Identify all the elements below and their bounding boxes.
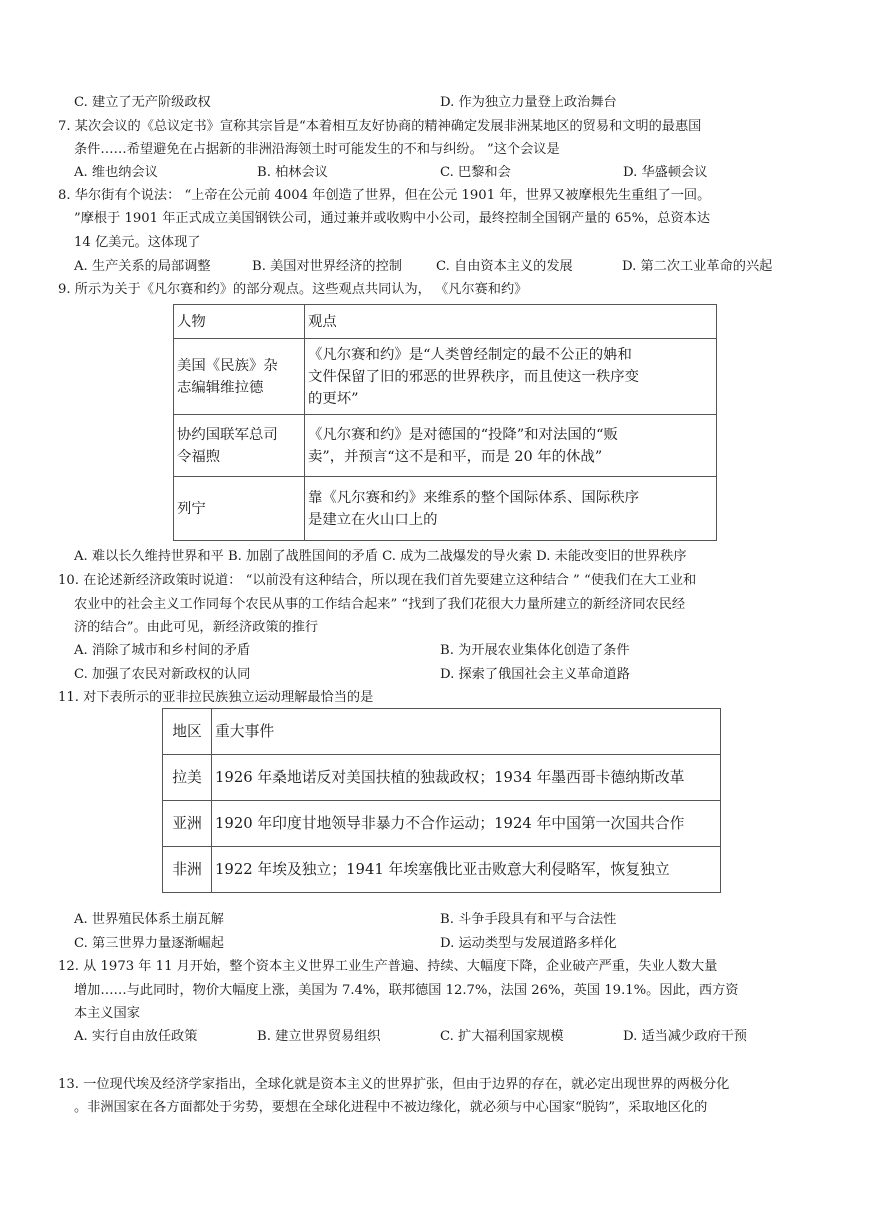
view-line: 是建立在火山口上的	[308, 511, 438, 528]
q7-option-d[interactable]: D. 华盛顿会议	[623, 165, 708, 180]
q8-option-b[interactable]: B. 美国对世界经济的控制	[252, 259, 402, 274]
table-header-region: 地区	[163, 709, 212, 755]
person-cell	[174, 477, 305, 541]
person-line: 列宁	[177, 500, 206, 517]
q10-stem-line3: 济的结合”。由此可见，新经济政策的推行	[74, 620, 319, 635]
q6-option-d[interactable]: D. 作为独立力量登上政治舞台	[440, 95, 617, 110]
q10-stem-line2: 农业中的社会主义工作同每个农民从事的工作结合起来” “找到了我们花很大力量所建立的新经济同农民经	[74, 597, 686, 612]
events-cell: 1922 年埃及独立；1941 年埃塞俄比亚击败意大利侵略军，恢复独立	[212, 847, 721, 893]
q9-viewpoints-table	[173, 304, 717, 541]
q10-option-b[interactable]: B. 为开展农业集体化创造了条件	[440, 643, 630, 658]
q11-stem-line1: 11. 对下表所示的亚非拉民族独立运动理解最恰当的是	[58, 690, 374, 705]
table-row	[163, 801, 721, 847]
q9-options-line[interactable]: A. 难以长久维持世界和平 B. 加剧了战胜国间的矛盾 C. 成为二战爆发的导火索 D. 未能改变旧的世界秩序	[74, 549, 687, 564]
q8-option-d[interactable]: D. 第二次工业革命的兴起	[622, 259, 773, 274]
table-header-person: 人物	[174, 305, 305, 339]
q10-option-a[interactable]: A. 消除了城市和乡村间的矛盾	[74, 643, 251, 658]
view-line: 《凡尔赛和约》是“人类曾经制定的最不公正的姌和	[308, 346, 632, 363]
q11-option-d[interactable]: D. 运动类型与发展道路多样化	[440, 936, 617, 951]
person-line: 美国《民族》杂	[177, 357, 278, 374]
q7-option-b[interactable]: B. 柏林会议	[257, 165, 328, 180]
table-header-row	[174, 305, 717, 339]
q12-stem-line2: 增加……与此同时，物价大幅度上涨，美国为 7.4%，联邦德国 12.7%，法国 26%，英国 19.1%。因此，西方资	[74, 983, 739, 998]
q11-option-a[interactable]: A. 世界殖民体系土崩瓦解	[74, 912, 224, 927]
q13-stem-line1: 13. 一位现代埃及经济学家指出，全球化就是资本主义的世界扩张，但由于边界的存在，就必定出现世界的两极分化	[58, 1077, 730, 1092]
q7-stem-line1: 7. 某次会议的《总议定书》宣称其宗旨是“本着相互友好协商的精神确定发展非洲某地区的贸易和文明的最惠国	[58, 119, 702, 134]
table-header-view: 观点	[305, 305, 717, 339]
table-row	[174, 339, 717, 415]
q11-option-c[interactable]: C. 第三世界力量逐渐崛起	[74, 936, 224, 951]
view-line: 《凡尔赛和约》是对德国的“投降”和对法国的“贩	[308, 426, 618, 443]
person-line: 令福煦	[177, 448, 221, 465]
view-line: 文件保留了旧的邪恶的世界秩序，而且使这一秩序变	[308, 368, 639, 385]
q12-option-d[interactable]: D. 适当减少政府干预	[623, 1029, 747, 1044]
q8-stem-line1: 8. 华尔街有个说法： “上帝在公元前 4004 年创造了世界，但在公元 1901 年，世界又被摩根先生重组了一回。	[58, 188, 711, 203]
events-cell: 1926 年桑地诺反对美国扶植的独裁政权；1934 年墨西哥卡德纳斯改革	[212, 755, 721, 801]
q7-stem-line2: 条件……希望避免在占据新的非洲沿海领土时可能发生的不和与纠纷。 ”这个会议是	[74, 142, 560, 157]
q12-stem-line3: 本主义国家	[74, 1006, 140, 1021]
table-header-events: 重大事件	[212, 709, 721, 755]
table-row	[163, 755, 721, 801]
table-header-row	[163, 709, 721, 755]
events-cell: 1920 年印度甘地领导非暴力不合作运动；1924 年中国第一次国共合作	[212, 801, 721, 847]
view-cell	[305, 477, 717, 541]
q13-stem-line2: 。非洲国家在各方面都处于劣势，要想在全球化进程中不被边缘化，就必须与中心国家“脱钩”，采取地区化的	[74, 1100, 708, 1115]
view-cell	[305, 339, 717, 415]
view-line: 靠《凡尔赛和约》来维系的整个国际体系、国际秩序	[308, 489, 639, 506]
q8-stem-line3: 14 亿美元。这体现了	[74, 235, 201, 250]
q12-stem-line1: 12. 从 1973 年 11 月开始，整个资本主义世界工业生产普遍、持续、大幅度下降，企业破产严重，失业人数大量	[58, 959, 718, 974]
table-row	[163, 847, 721, 893]
table-row	[174, 415, 717, 477]
q7-option-c[interactable]: C. 巴黎和会	[440, 165, 511, 180]
person-cell	[174, 415, 305, 477]
q7-option-a[interactable]: A. 维也纳会议	[74, 165, 158, 180]
person-line: 志编辑维拉德	[177, 379, 264, 396]
view-line: 卖”，并预言“这不是和平，而是 20 年的休战”	[308, 448, 603, 465]
q8-option-c[interactable]: C. 自由资本主义的发展	[436, 259, 573, 274]
q8-stem-line2: ”摩根于 1901 年正式成立美国钢铁公司，通过兼并或收购中小公司，最终控制全国钢产量的 65%，总资本达	[74, 211, 711, 226]
q12-option-a[interactable]: A. 实行自由放任政策	[74, 1029, 198, 1044]
region-cell: 拉美	[163, 755, 212, 801]
person-cell	[174, 339, 305, 415]
q10-stem-line1: 10. 在论述新经济政策时说道： “以前没有这种结合，所以现在我们首先要建立这种结合 ” “使我们在大工业和	[58, 573, 697, 588]
person-line: 协约国联军总司	[177, 426, 278, 443]
q12-option-c[interactable]: C. 扩大福利国家规模	[440, 1029, 564, 1044]
q11-events-table	[162, 708, 721, 893]
table-row	[174, 477, 717, 541]
q10-option-d[interactable]: D. 探索了俄国社会主义革命道路	[440, 667, 630, 682]
view-cell	[305, 415, 717, 477]
q12-option-b[interactable]: B. 建立世界贸易组织	[257, 1029, 381, 1044]
q10-option-c[interactable]: C. 加强了农民对新政权的认同	[74, 667, 251, 682]
view-line: 的更坏”	[308, 390, 359, 407]
q9-stem-line1: 9. 所示为关于《凡尔赛和约》的部分观点。这些观点共同认为， 《凡尔赛和约》	[58, 282, 528, 297]
region-cell: 非洲	[163, 847, 212, 893]
q8-option-a[interactable]: A. 生产关系的局部调整	[74, 259, 211, 274]
q11-option-b[interactable]: B. 斗争手段具有和平与合法性	[440, 912, 617, 927]
region-cell: 亚洲	[163, 801, 212, 847]
q6-option-c[interactable]: C. 建立了无产阶级政权	[74, 95, 211, 110]
